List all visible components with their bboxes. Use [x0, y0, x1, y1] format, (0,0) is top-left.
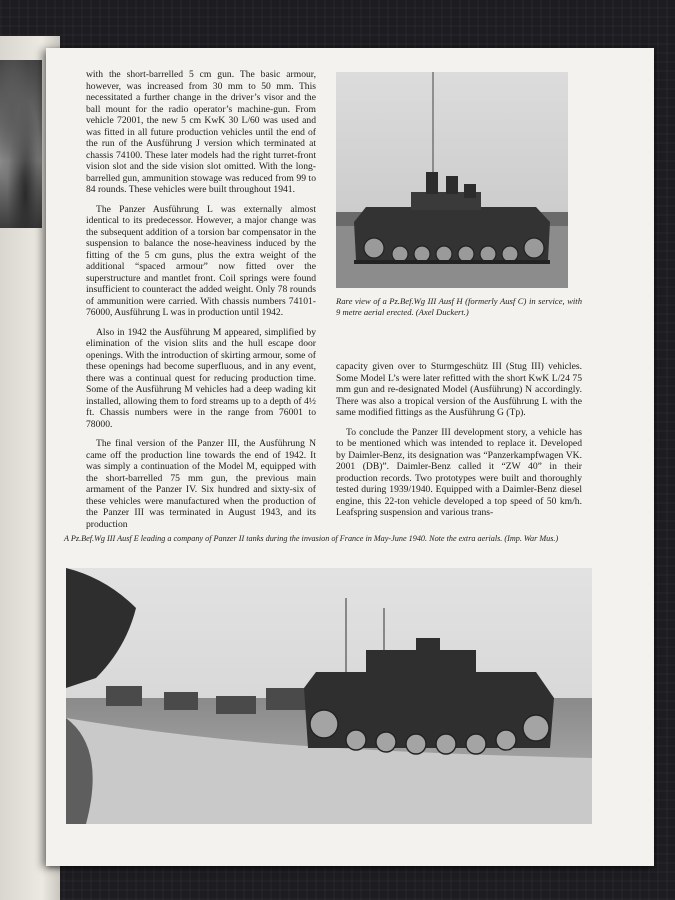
tank-photo-top [336, 72, 568, 288]
left-paragraph-1: with the short-barrelled 5 cm gun. The basic armour, however, was increased from 30 mm to 50 mm. This necessitated a further change in the driver’s visor and the ball mount for the radio operator’s machine-gun. From vehicle 72001, the new 5 cm KwK 30 L/60 was used and was fitted in all future production vehicles until the end of the run of the Ausführung J version which terminated at chassis 74100. These later models had the right turret-front vision slot and the side vision slot omitted. With the long-barrelled gun, ammunition stowage was reduced from 99 to 84 rounds. These vehicles were built throughout 1941. [86, 69, 316, 195]
left-paragraph-4: The final version of the Panzer III, the Ausführung N came off the production line towards the end of 1942. It was simply a continuation of the Model M, equipped with the short-barrelled 75 mm gun, the previous main armament of the Panzer IV. Six hundred and sixty-six of these vehicles were manufactured when the production of the Panzer III was terminated in August 1943, and its production [86, 438, 316, 530]
underlying-page-photo [0, 60, 42, 228]
left-paragraph-2: The Panzer Ausführung L was externally almost identical to its predecessor. However, a major change was the subsequent addition of a torsion bar compensator in the suspension to balance the nose-heaviness induced by the fitting of the 5 cm guns, plus the extra weight of the additional “spaced armour” now fitted over the superstructure and mantlet front. Coil springs were found insufficient to counteract the added weight. Only 78 rounds of ammunition were carried. With chassis numbers 74101-76000, Ausführung L was in production until 1942. [86, 203, 316, 318]
left-text-column [86, 69, 316, 538]
right-paragraph-1: capacity given over to Sturmgeschütz III (Stug III) vehicles. Some Model L’s were later refitted with the short KwK L/24 75 mm gun and re-designated Model (Ausführung) N accordingly. There was also a tropical version of the Ausführung L with the same modified fittings as the Ausführung G (Tp). [336, 361, 582, 418]
tank-photo-bottom [66, 568, 592, 824]
top-photo-caption: Rare view of a Pz.Bef.Wg III Ausf H (formerly Ausf C) in service, with 9 metre aerial erected. (Axel Duckert.) [336, 296, 582, 317]
right-text-column [336, 361, 582, 527]
left-paragraph-3: Also in 1942 the Ausführung M appeared, simplified by elimination of the vision slits and the hull escape door openings. With the introduction of skirting armour, some of these openings had become superfluous, and in any event, there was a continual quest for reducing production time. Some of the Ausführung M vehicles had a deep wading kit installed, allowing them to ford streams up to a depth of 4½ ft. Chassis numbers were in the range from 76001 to 78000. [86, 326, 316, 430]
bottom-photo-caption: A Pz.Bef.Wg III Ausf E leading a company of Panzer II tanks during the invasion of France in May-June 1940. Note the extra aerials. (Imp. War Mus.) [64, 534, 559, 543]
right-paragraph-2: To conclude the Panzer III development story, a vehicle has to be mentioned which was intended to replace it. Developed by Daimler-Benz, its designation was “Panzerkampfwagen VK. 2001 (DB)”. Daimler-Benz called it “ZW 40” in their production records. Two prototypes were built and thoroughly tested during 1939/1940. Equipped with a Daimler-Benz diesel engine, this 22-ton vehicle developed a top speed of 50 km/h. Leafspring suspension and various trans- [336, 426, 582, 518]
